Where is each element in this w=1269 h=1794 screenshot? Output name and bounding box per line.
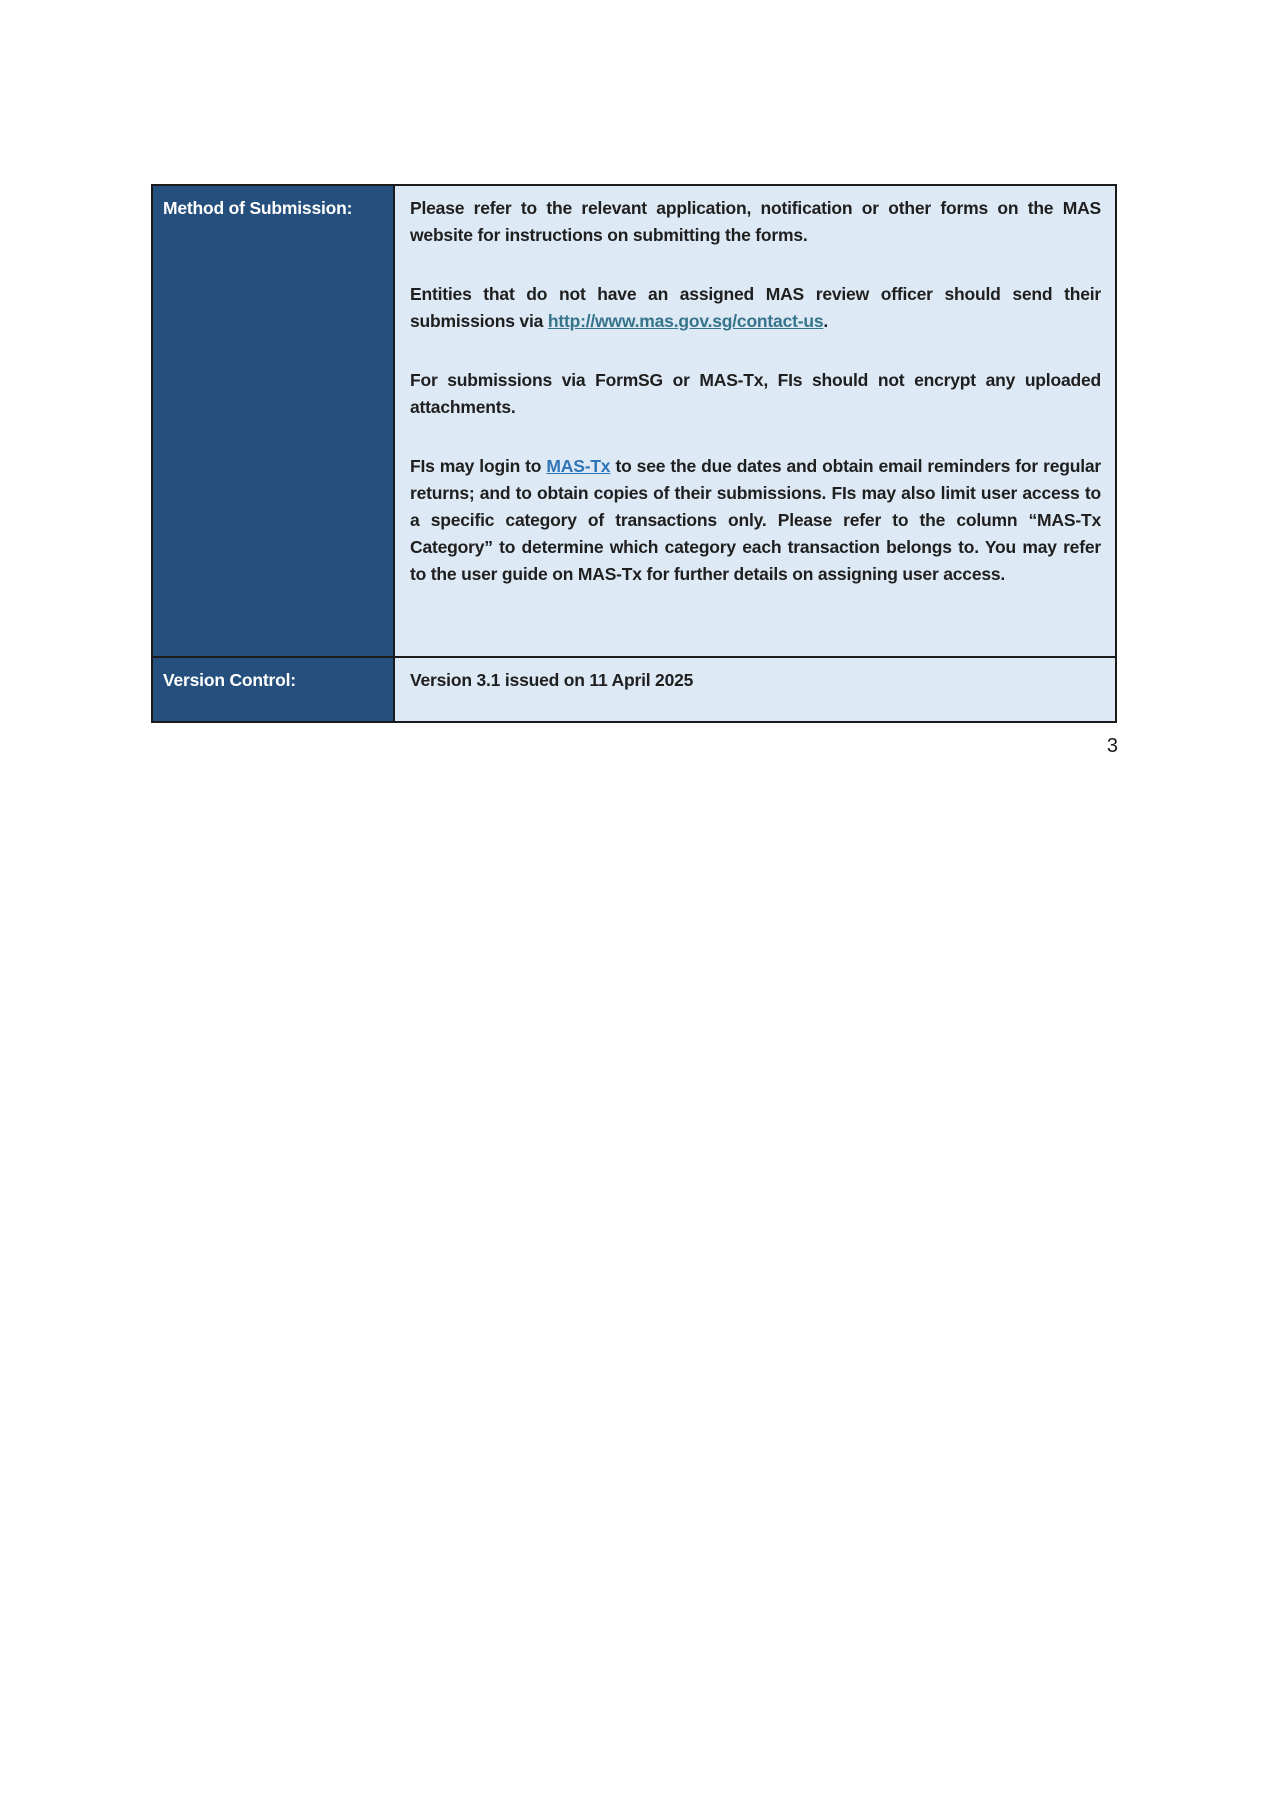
contact-us-link[interactable]: http://www.mas.gov.sg/contact-us	[547, 311, 824, 331]
row-header-version-control	[153, 658, 395, 721]
paragraph-mastx-text-after: to see the due dates and obtain email reminders for regular returns; and to obtain copies of their submissions. FIs may also limit user access to a specific category of transactions only. Please refer to the column “MAS-Tx Category” to determine which category each transaction belongs to. You may refer to the user guide on MAS-Tx for further details on assigning user access.	[410, 456, 1102, 584]
row-header-label: Method of Submission:	[163, 198, 353, 218]
mas-tx-link[interactable]: MAS-Tx	[546, 456, 611, 476]
table-row-version-control	[153, 658, 1115, 721]
paragraph-entities-contact	[410, 281, 1101, 335]
row-content-method-of-submission	[395, 186, 1115, 656]
version-control-text: Version 3.1 issued on 11 April 2025	[410, 670, 694, 690]
table-row-method-of-submission	[153, 186, 1115, 658]
paragraph-entities-text-after: .	[823, 311, 829, 331]
paragraph-refer-forms: Please refer to the relevant application, notification or other forms on the MAS website for instructions on submitting the forms.	[410, 198, 1101, 245]
page-number: 3	[1106, 735, 1118, 757]
row-header-label: Version Control:	[163, 670, 296, 690]
paragraph-mastx-login	[410, 453, 1101, 588]
row-content-version-control	[395, 658, 1115, 721]
paragraph-formsg-encrypt: For submissions via FormSG or MAS-Tx, FIs should not encrypt any uploaded attachments.	[410, 370, 1101, 417]
submission-info-table	[151, 184, 1117, 723]
paragraph-entities-text-before: Entities that do not have an assigned MAS review officer should send their submissions via	[410, 284, 1101, 331]
row-header-method-of-submission	[153, 186, 395, 656]
paragraph-mastx-text-before: FIs may login to	[410, 456, 547, 476]
